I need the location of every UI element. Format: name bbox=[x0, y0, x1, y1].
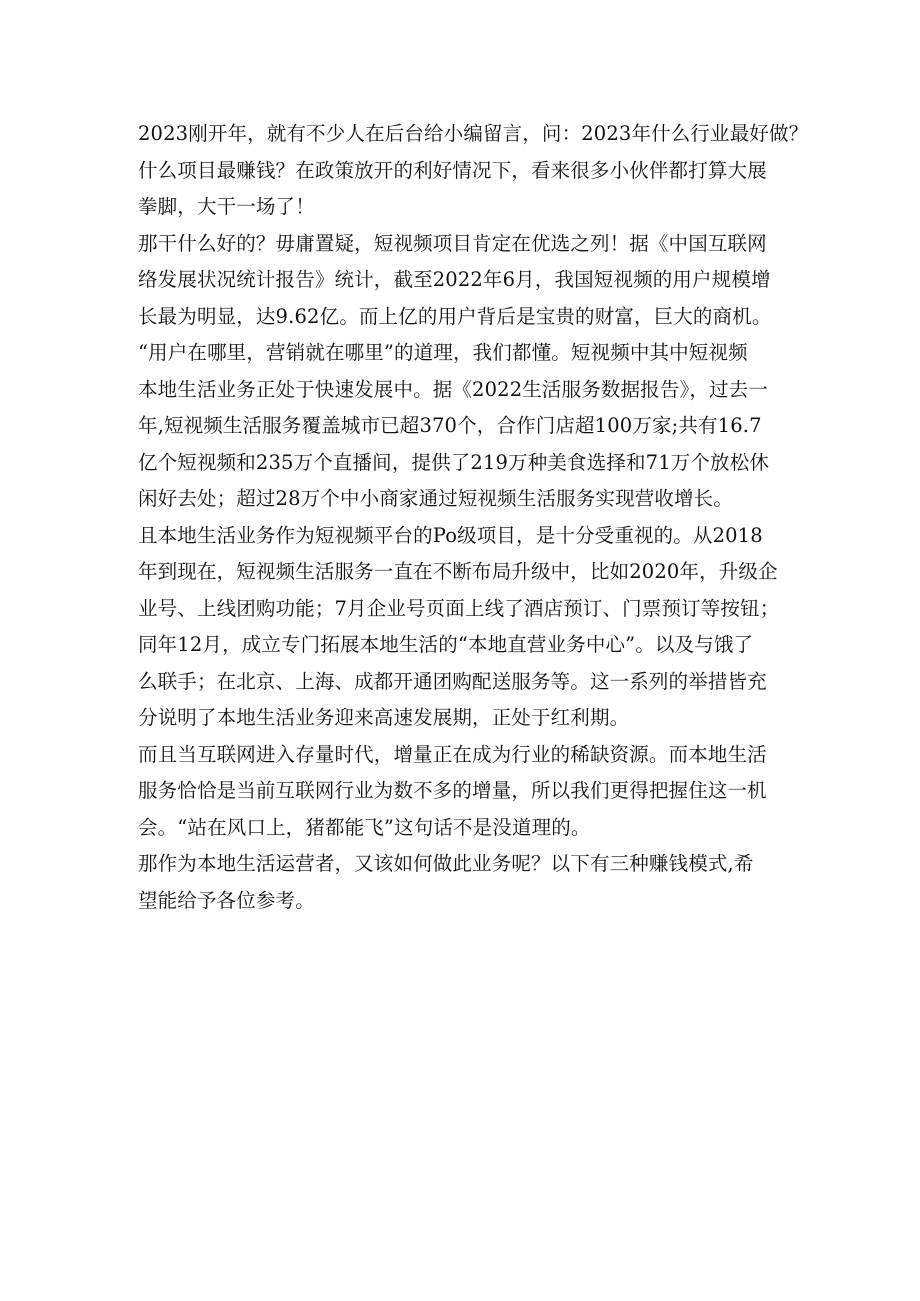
article-body bbox=[138, 116, 818, 919]
text-line: 么联手；在北京、上海、成都开通团购配送服务等。这一系列的举措皆充 bbox=[138, 669, 767, 693]
text-line: 且本地生活业务作为短视频平台的Po级项目，是十分受重视的。从2018 bbox=[138, 523, 763, 547]
text-line: 年,短视频生活服务覆盖城市已超370个，合作门店超100万家;共有16.7 bbox=[138, 414, 762, 437]
text-line: 年到现在，短视频生活服务一直在不断布局升级中，比如2020年，升级企 bbox=[138, 560, 778, 583]
text-line: 络发展状况统计报告》统计，截至2022年6月，我国短视频的用户规模增 bbox=[138, 268, 771, 291]
text-line: 本地生活业务正处于快速发展中。据《2022生活服务数据报告》，过去一 bbox=[138, 377, 768, 401]
text-line: 而且当互联网进入存量时代，增量正在成为行业的稀缺资源。而本地生活 bbox=[138, 742, 767, 766]
text-line: 2023刚开年，就有不少人在后台给小编留言，问：2023年什么行业最好做？ bbox=[138, 122, 809, 145]
text-line: 会。“站在风口上，猪都能飞”这句话不是没道理的。 bbox=[138, 815, 591, 839]
text-line: 拳脚，大干一场了！ bbox=[138, 195, 315, 218]
paragraph-4 bbox=[138, 737, 818, 847]
paragraph-1 bbox=[138, 116, 818, 226]
text-line: 业号、上线团购功能；7月企业号页面上线了酒店预订、门票预订等按钮； bbox=[138, 596, 780, 620]
text-line: 服务恰恰是当前互联网行业为数不多的增量，所以我们更得把握住这一机 bbox=[138, 779, 767, 802]
text-line: 分说明了本地生活业务迎来高速发展期，正处于红利期。 bbox=[138, 706, 630, 729]
text-line: 长最为明显，达9.62亿。而上亿的用户背后是宝贵的财富，巨大的商机。 bbox=[138, 304, 772, 328]
paragraph-2 bbox=[138, 226, 818, 518]
paragraph-3 bbox=[138, 518, 818, 737]
text-line: “用户在哪里，营销就在哪里”的道理，我们都懂。短视频中其中短视频 bbox=[138, 341, 748, 364]
paragraph-5 bbox=[138, 846, 818, 919]
text-line: 那干什么好的？毋庸置疑，短视频项目肯定在优选之列！据《中国互联网 bbox=[138, 231, 767, 255]
text-line: 闲好去处；超过28万个中小商家通过短视频生活服务实现营收增长。 bbox=[138, 487, 733, 510]
text-line: 亿个短视频和235万个直播间，提供了219万种美食选择和71万个放松休 bbox=[138, 450, 770, 474]
text-line: 同年12月，成立专门拓展本地生活的“本地直营业务中心”。以及与饿了 bbox=[138, 633, 754, 656]
text-line: 望能给予各位参考。 bbox=[138, 888, 315, 912]
text-line: 那作为本地生活运营者，又该如何做此业务呢？以下有三种赚钱模式,希 bbox=[138, 852, 754, 875]
text-line: 什么项目最赚钱？在政策放开的利好情况下，看来很多小伙伴都打算大展 bbox=[138, 158, 767, 182]
